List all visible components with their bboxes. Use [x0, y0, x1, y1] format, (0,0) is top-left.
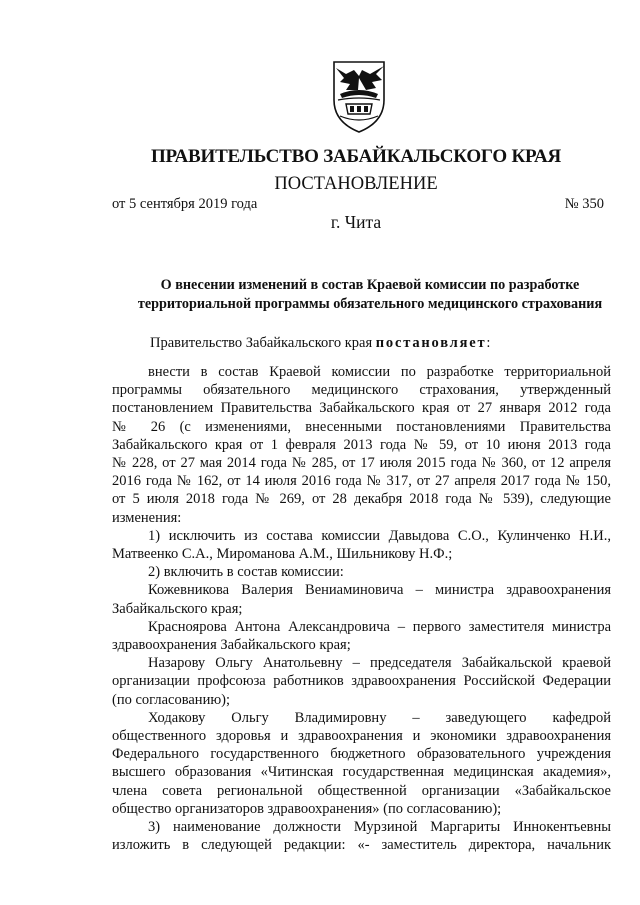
body-line: 3) наименование должности Мурзиной Маргариты Иннокентьевны: [148, 819, 611, 836]
body-line: общественного здоровья и здравоохранения и экономики здравоохранения: [112, 728, 611, 745]
body-line: высшего образования «Читинская государственная медицинская академия»,: [112, 764, 611, 781]
document-date: от 5 сентября 2019 года: [112, 196, 258, 212]
preamble: [150, 335, 490, 352]
body-line: 1) исключить из состава комиссии Давыдова С.О., Кулинченко Н.И.,: [148, 527, 611, 544]
body-line: 2) включить в состав комиссии:: [148, 564, 344, 581]
body-line: (по согласованию);: [112, 691, 231, 708]
body-line: Красноярова Антона Александровича – первого заместителя министра: [148, 618, 611, 635]
title-line-2: территориальной программы обязательного медицинского страхования: [137, 296, 603, 312]
body-line: изложить в следующей редакции: «- заместитель директора, начальник: [112, 837, 611, 854]
body-line: от 5 июля 2018 года № 269, от 28 декабря 2018 года № 539), следующие: [112, 491, 611, 508]
body-line: № 228, от 27 мая 2014 года № 285, от 17 июля 2015 года № 360, от 12 апреля: [112, 455, 611, 472]
document-number: № 350: [564, 196, 604, 212]
body-line: Забайкальского края;: [112, 600, 243, 617]
preamble-colon: :: [486, 335, 491, 351]
body-line: изменения:: [112, 509, 182, 526]
document-body: [112, 363, 611, 854]
body-line: организации профсоюза работников здравоохранения Российской Федерации: [112, 673, 611, 690]
title-line-1: О внесении изменений в состав Краевой комиссии по разработке: [160, 277, 580, 293]
preamble-verb: постановляет: [375, 335, 487, 351]
body-line: постановлением Правительства Забайкальского края от 27 января 2012 года: [112, 400, 611, 417]
body-line: Матвеенко С.А., Мироманова А.М., Шильникову Н.Ф.;: [112, 546, 453, 563]
document-title: [116, 276, 624, 314]
body-line: здравоохранения Забайкальского края;: [112, 637, 351, 654]
body-line: 2016 года № 162, от 14 июля 2016 года № 317, от 27 апреля 2017 года № 150,: [112, 473, 611, 490]
body-line: программы обязательного медицинского страхования, утвержденный: [112, 382, 611, 399]
document-city: г. Чита: [330, 212, 382, 232]
body-line: члена совета региональной общественной организации «Забайкальское: [112, 782, 611, 799]
body-line: Ходакову Ольгу Владимировну – заведующего кафедрой: [148, 709, 611, 726]
document-type: ПОСТАНОВЛЕНИЕ: [274, 174, 438, 194]
preamble-text: Правительство Забайкальского края: [150, 335, 373, 351]
body-line: № 26 (с изменениями, внесенными постановлениями Правительства: [112, 418, 611, 435]
body-line: Федерального государственного бюджетного образовательного учреждения: [112, 746, 611, 763]
government-name: ПРАВИТЕЛЬСТВО ЗАБАЙКАЛЬСКОГО КРАЯ: [150, 146, 562, 167]
coat-of-arms-emblem: [326, 56, 392, 136]
body-line: Забайкальского края от 1 февраля 2013 года № 59, от 10 июня 2013 года: [112, 436, 611, 453]
body-line: Кожевникова Валерия Вениаминовича – министра здравоохранения: [148, 582, 611, 599]
body-line: общество организаторов здравоохранения» (по согласованию);: [112, 800, 502, 817]
body-line: внести в состав Краевой комиссии по разработке территориальной: [148, 364, 611, 380]
body-line: Назарову Ольгу Анатольевну – председателя Забайкальской краевой: [148, 655, 611, 672]
